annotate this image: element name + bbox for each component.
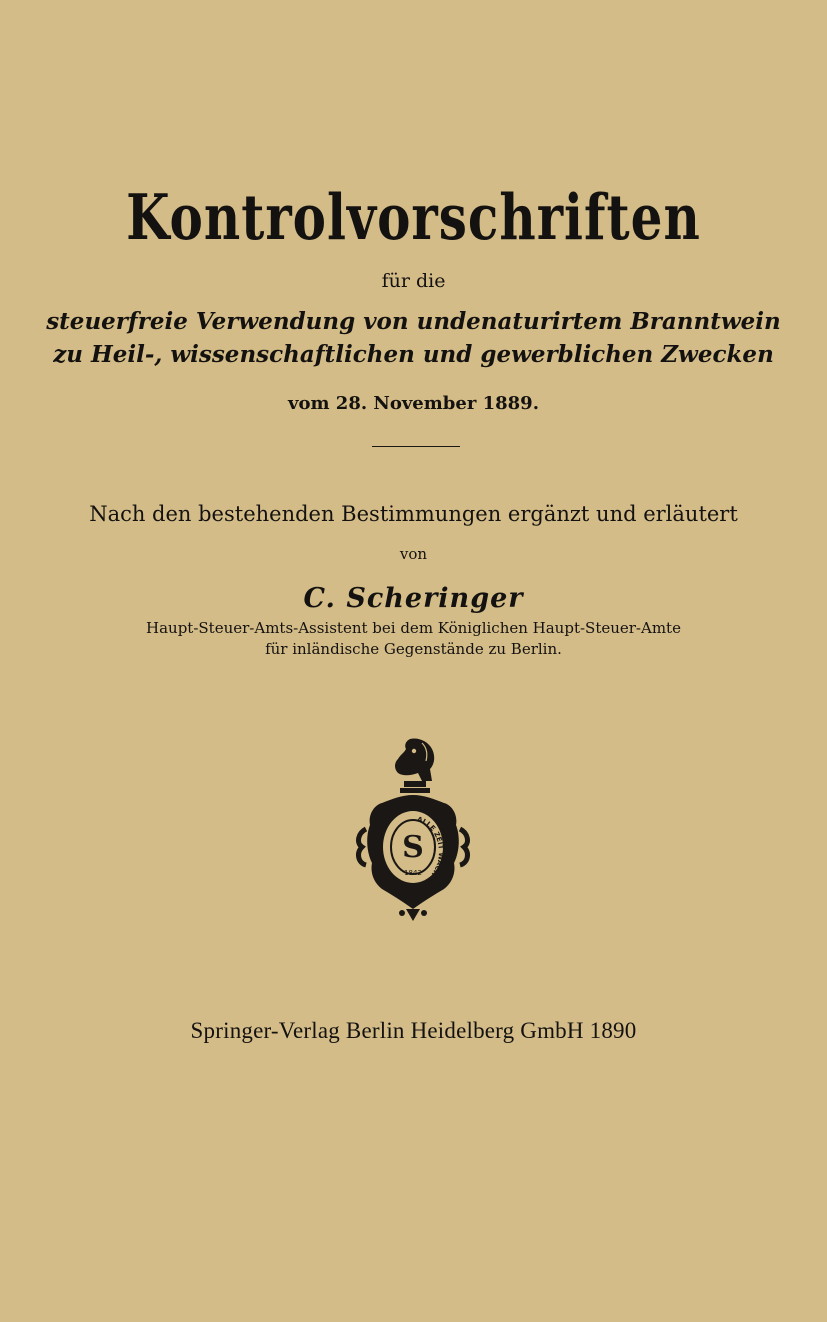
book-title: Kontrolvorschriften: [126, 180, 701, 254]
date-line: vom 28. November 1889.: [288, 393, 539, 414]
divider-rule: [372, 446, 460, 447]
subtitle-line-2: zu Heil-, wissenschaftlichen und gewerblichen Zwecken: [53, 341, 774, 368]
von-text: von: [399, 545, 428, 563]
springer-knight-emblem-icon: [352, 733, 474, 925]
fuer-die-text: für die: [381, 270, 446, 292]
publisher-line: Springer-Verlag Berlin Heidelberg GmbH 1890: [190, 1018, 637, 1043]
logo-ring-text: ALLE ZEIT WACH: [416, 815, 446, 878]
supplement-line: Nach den bestehenden Bestimmungen ergänzt und erläutert: [89, 502, 738, 526]
author-role-line-1: Haupt-Steuer-Amts-Assistent bei dem Königlichen Haupt-Steuer-Amte: [146, 619, 681, 637]
logo-year: 1842: [404, 869, 422, 877]
logo-monogram: S: [402, 830, 424, 865]
subtitle-line-1: steuerfreie Verwendung von undenaturirtem Branntwein: [46, 308, 781, 335]
author-role-line-2: für inländische Gegenstände zu Berlin.: [265, 640, 562, 658]
author-name: C. Scheringer: [303, 583, 524, 614]
